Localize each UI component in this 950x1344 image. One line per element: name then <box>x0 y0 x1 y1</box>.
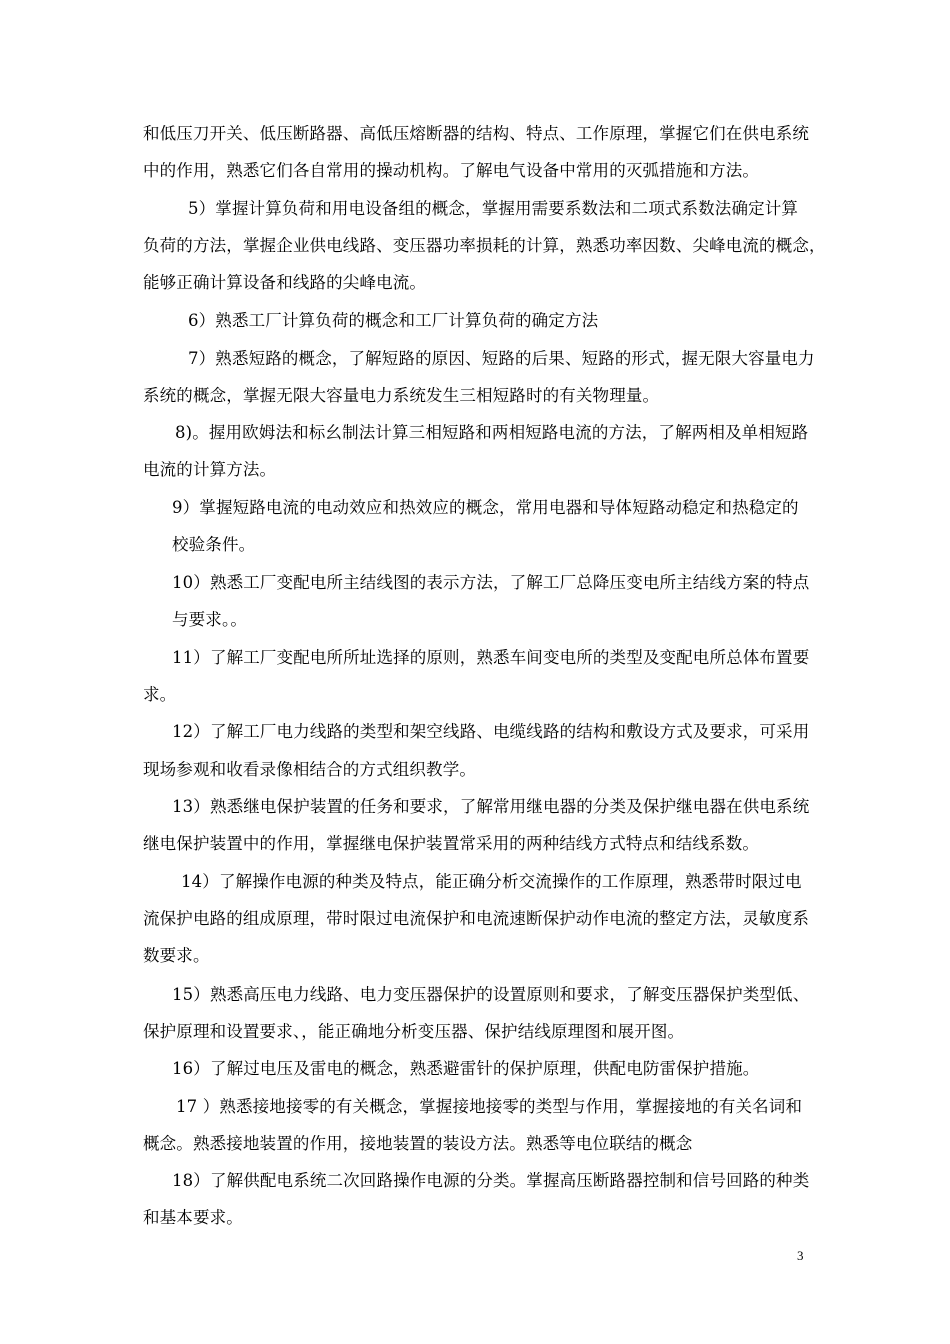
text-line: 求。 <box>143 685 177 704</box>
text-line: 14）了解操作电源的种类及特点，能正确分析交流操作的工作原理，熟悉带时限过电 <box>181 872 802 891</box>
text-line: 流保护电路的组成原理，带时限过电流保护和电流速断保护动作电流的整定方法，灵敏度系 <box>143 909 809 928</box>
text-line: 概念。熟悉接地装置的作用，接地装置的装设方法。熟悉等电位联结的概念 <box>143 1134 693 1153</box>
text-line: 中的作用，熟悉它们各自常用的操动机构。了解电气设备中常用的灭弧措施和方法。 <box>143 161 760 180</box>
text-line: 12）了解工厂电力线路的类型和架空线路、电缆线路的结构和敷设方式及要求，可采用 <box>172 722 810 741</box>
text-line: 16）了解过电压及雷电的概念，熟悉避雷针的保护原理，供配电防雷保护措施。 <box>172 1059 760 1078</box>
text-line: 负荷的方法，掌握企业供电线路、变压器功率损耗的计算，熟悉功率因数、尖峰电流的概念， <box>143 236 826 255</box>
text-line: 能够正确计算设备和线路的尖峰电流。 <box>143 273 427 292</box>
text-line: 保护原理和设置要求、，能正确地分析变压器、保护结线原理图和展开图。 <box>143 1022 685 1041</box>
text-line: 13）熟悉继电保护装置的任务和要求，了解常用继电器的分类及保护继电器在供电系统 <box>172 797 810 816</box>
text-line: 电流的计算方法。 <box>143 460 277 479</box>
text-line: 8)。握用欧姆法和标幺制法计算三相短路和两相短路电流的方法，了解两相及单相短路 <box>175 423 809 442</box>
text-line: 15）熟悉高压电力线路、电力变压器保护的设置原则和要求，了解变压器保护类型低、 <box>172 985 810 1004</box>
page-number: 3 <box>797 1248 804 1263</box>
text-line: 6）熟悉工厂计算负荷的概念和工厂计算负荷的确定方法 <box>188 311 599 330</box>
text-line: 11）了解工厂变配电所所址选择的原则，熟悉车间变电所的类型及变配电所总体布置要 <box>172 648 810 667</box>
text-line: 17 ）熟悉接地接零的有关概念，掌握接地接零的类型与作用，掌握接地的有关名词和 <box>176 1097 803 1116</box>
text-line: 与要求。。 <box>172 610 247 629</box>
text-line: 5）掌握计算负荷和用电设备组的概念，掌握用需要系数法和二项式系数法确定计算 <box>188 199 799 218</box>
text-line: 和基本要求。 <box>143 1208 243 1227</box>
text-line: 校验条件。 <box>172 535 256 554</box>
text-line: 18）了解供配电系统二次回路操作电源的分类。掌握高压断路器控制和信号回路的种类 <box>172 1171 810 1190</box>
text-line: 系统的概念，掌握无限大容量电力系统发生三相短路时的有关物理量。 <box>143 386 660 405</box>
text-line: 9）掌握短路电流的电动效应和热效应的概念，常用电器和导体短路动稳定和热稳定的 <box>172 498 799 517</box>
text-line: 7）熟悉短路的概念，了解短路的原因、短路的后果、短路的形式，握无限大容量电力 <box>188 349 815 368</box>
text-line: 现场参观和收看录像相结合的方式组织教学。 <box>143 760 476 779</box>
text-line: 和低压刀开关、低压断路器、高低压熔断器的结构、特点、工作原理，掌握它们在供电系统 <box>143 124 809 143</box>
text-line: 数要求。 <box>143 946 210 965</box>
text-line: 继电保护装置中的作用，掌握继电保护装置常采用的两种结线方式特点和结线系数。 <box>143 834 760 853</box>
text-line: 10）熟悉工厂变配电所主结线图的表示方法，了解工厂总降压变电所主结线方案的特点 <box>172 573 810 592</box>
